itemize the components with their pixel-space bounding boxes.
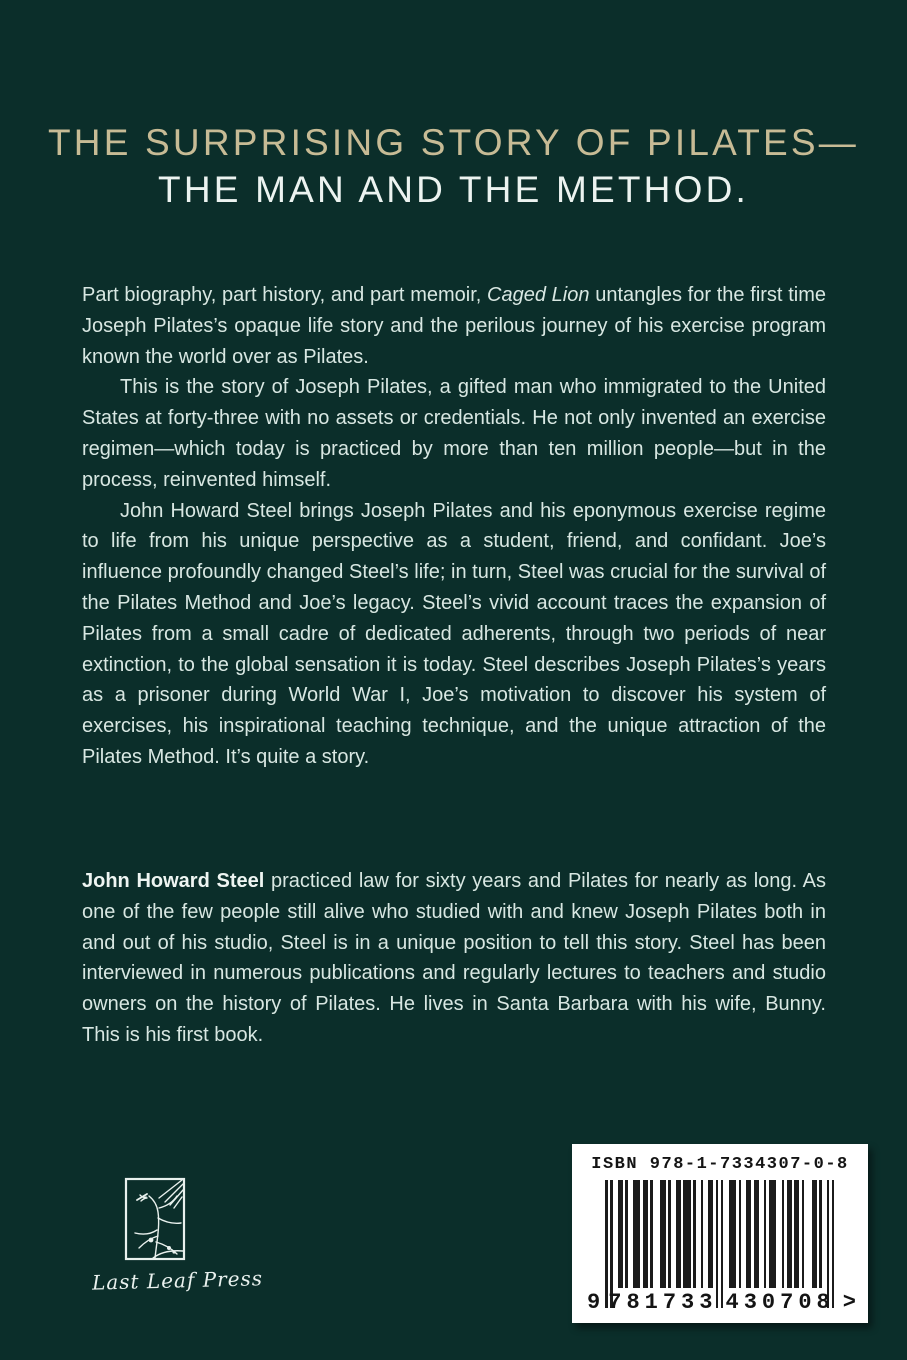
headline [0,119,907,213]
barcode-arrow: > [842,1290,856,1315]
barcode-digit-group-1: 781733 [608,1290,718,1315]
publisher-logo-block [91,1178,264,1295]
synopsis-p1-lead: Part biography, part history, and part memoir, [82,284,488,306]
last-leaf-press-logo-icon [125,1178,185,1260]
book-title-italic: Caged Lion [487,284,590,306]
author-name: John Howard Steel [82,870,265,892]
author-bio [82,866,826,1051]
author-bio-text: practiced law for sixty years and Pilates for nearly as long. As one of the few people still alive who studied with and knew Joseph Pilates both in and out of his studio, Steel is in a unique position to tell this story. Steel has been interviewed in numerous publications and regularly lectures to teachers and studio owners on the history of Pilates. He lives in Santa Barbara with his wife, Bunny. This is his first book. [82,870,827,1046]
synopsis-paragraph-2: This is the story of Joseph Pilates, a gifted man who immigrated to the United States at forty-three with no assets or credentials. He not only invented an exercise regimen—which today is practiced by more than ten million people—but in the process, reinvented himself. [82,376,826,491]
barcode-digit-group-2: 430708 [725,1290,835,1315]
headline-line-2: THE MAN AND THE METHOD. [158,169,749,210]
synopsis-paragraph-1 [82,280,826,372]
barcode-digit-lead: 9 [587,1290,601,1315]
isbn-label: ISBN 978-1-7334307-0-8 [591,1155,849,1174]
barcode-block [572,1144,868,1323]
barcode-digits [587,1290,856,1315]
synopsis-paragraph-3: John Howard Steel brings Joseph Pilates and his eponymous exercise regime to life from his unique perspective as a student, friend, and confidant. Joe’s influence profoundly changed Steel’s life; in turn, Steel was crucial for the survival of the Pilates Method and Joe’s legacy. Steel’s vivid account traces the expansion of Pilates from a small cadre of dedicated adherents, through two periods of near extinction, to the global sensation it is today. Steel describes Joseph Pilates’s years as a prisoner during World War I, Joe’s motivation to discover his system of exercises, his inspirational teaching technique, and the unique attraction of the Pilates Method. It’s quite a story. [82,499,826,768]
publisher-name: Last Leaf Press [91,1266,264,1295]
headline-line-1: THE SURPRISING STORY OF PILATES— [47,122,860,163]
synopsis-p1-tail: untangles for the first time Joseph Pilates’s opaque life story and the perilous journey of his exercise program known the world over as Pilates. [82,284,826,368]
synopsis [82,280,826,773]
author-bio-paragraph [82,866,826,1051]
